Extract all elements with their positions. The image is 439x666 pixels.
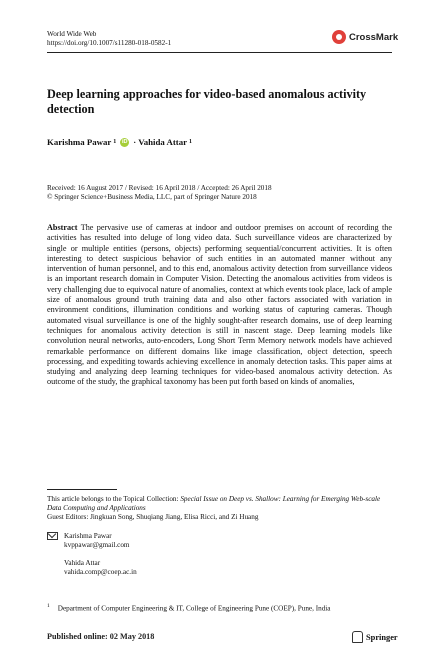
author-affil-mark: 1 — [189, 139, 193, 145]
coauthor-name: Vahida Attar — [64, 559, 101, 567]
topical-collection-note — [47, 495, 392, 522]
published-online: Published online: 02 May 2018 — [47, 632, 155, 641]
author-list — [47, 137, 192, 147]
affiliation-number: 1 — [47, 603, 50, 609]
springer-logo — [352, 631, 398, 643]
guest-editors: Guest Editors: Jingkuan Song, Shuqiang Jiang, Elisa Ricci, and Zi Huang — [47, 513, 259, 521]
abstract — [47, 223, 392, 388]
collection-prefix: This article belongs to the Topical Collection: — [47, 495, 181, 503]
author-name[interactable]: Vahida Attar — [138, 137, 188, 147]
publisher-name: Springer — [366, 632, 398, 642]
corresponding-author-email[interactable]: kvppawar@gmail.com — [64, 541, 130, 549]
collection-name: Special Issue on Deep vs. Shallow: Learning for Emerging Web-scale Data Computing and Applications — [47, 495, 381, 512]
orcid-icon[interactable]: iD — [122, 138, 128, 145]
crossmark-icon — [332, 30, 346, 44]
crossmark-badge[interactable] — [332, 30, 398, 44]
footnote-rule — [47, 489, 117, 490]
paper-title: Deep learning approaches for video-based anomalous activity detection — [47, 87, 367, 116]
author-affil-mark: 1 — [113, 139, 117, 145]
corresponding-author-name: Karishma Pawar — [64, 532, 112, 540]
author-separator: · — [133, 137, 137, 147]
author-name[interactable]: Karishma Pawar — [47, 137, 112, 147]
journal-header — [47, 30, 171, 48]
history-dates: Received: 16 August 2017 / Revised: 16 April 2018 / Accepted: 26 April 2018 — [47, 184, 272, 192]
crossmark-label: CrossMark — [349, 31, 399, 43]
envelope-icon — [47, 532, 58, 540]
copyright-line: © Springer Science+Business Media, LLC, part of Springer Nature 2018 — [47, 193, 257, 201]
article-history — [47, 184, 392, 202]
abstract-text: The pervasive use of cameras at indoor and outdoor premises on account of recording the activities has resulted into deluge of long video data. Such surveillance videos are characterized by single or multiple entities (persons, objects) performing sequential/concurrent activities. It is often interesting to detect suspicious behavior of such entities in an automated manner without any intervention of human personnel, and to this end, anomalous activity detection from surveillance videos is an important research domain in Computer Vision. Detecting the anomalous activities from videos is very challenging due to equivocal nature of anomalies, context at which events took place, lack of ample size of anomalous ground truth training data and also other factors associated with variation in environment conditions, illumination conditions and working status of capturing cameras. Though automated visual surveillance is one of the highly sought-after research domains, use of deep learning techniques for anomalous activity detection is still in nascent stage. Deep learning models like convolution neural networks, auto-encoders, Long Short Term Memory network models have achieved remarkable performance on different domains like image classification, object detection, speech processing, and expediting towards achieving excellence in anomaly detection tasks. This paper aims at studying and analyzing deep learning techniques for video-based anomalous activity detection. As outcome of the study, the graphical taxonomy has been put forth based on kinds of anomalies, — [47, 223, 392, 387]
affiliation-text: Department of Computer Engineering & IT, College of Engineering Pune (COEP), Pune, India — [57, 604, 331, 613]
coauthor-email[interactable]: vahida.comp@coep.ac.in — [64, 568, 137, 576]
doi-link[interactable]: https://doi.org/10.1007/s11280-018-0582-1 — [47, 39, 172, 47]
abstract-label: Abstract — [47, 223, 78, 232]
springer-horse-icon — [352, 631, 363, 643]
affiliation — [47, 602, 392, 613]
header-rule — [47, 52, 392, 53]
correspondence-block — [47, 532, 247, 577]
journal-name: World Wide Web — [47, 30, 97, 38]
